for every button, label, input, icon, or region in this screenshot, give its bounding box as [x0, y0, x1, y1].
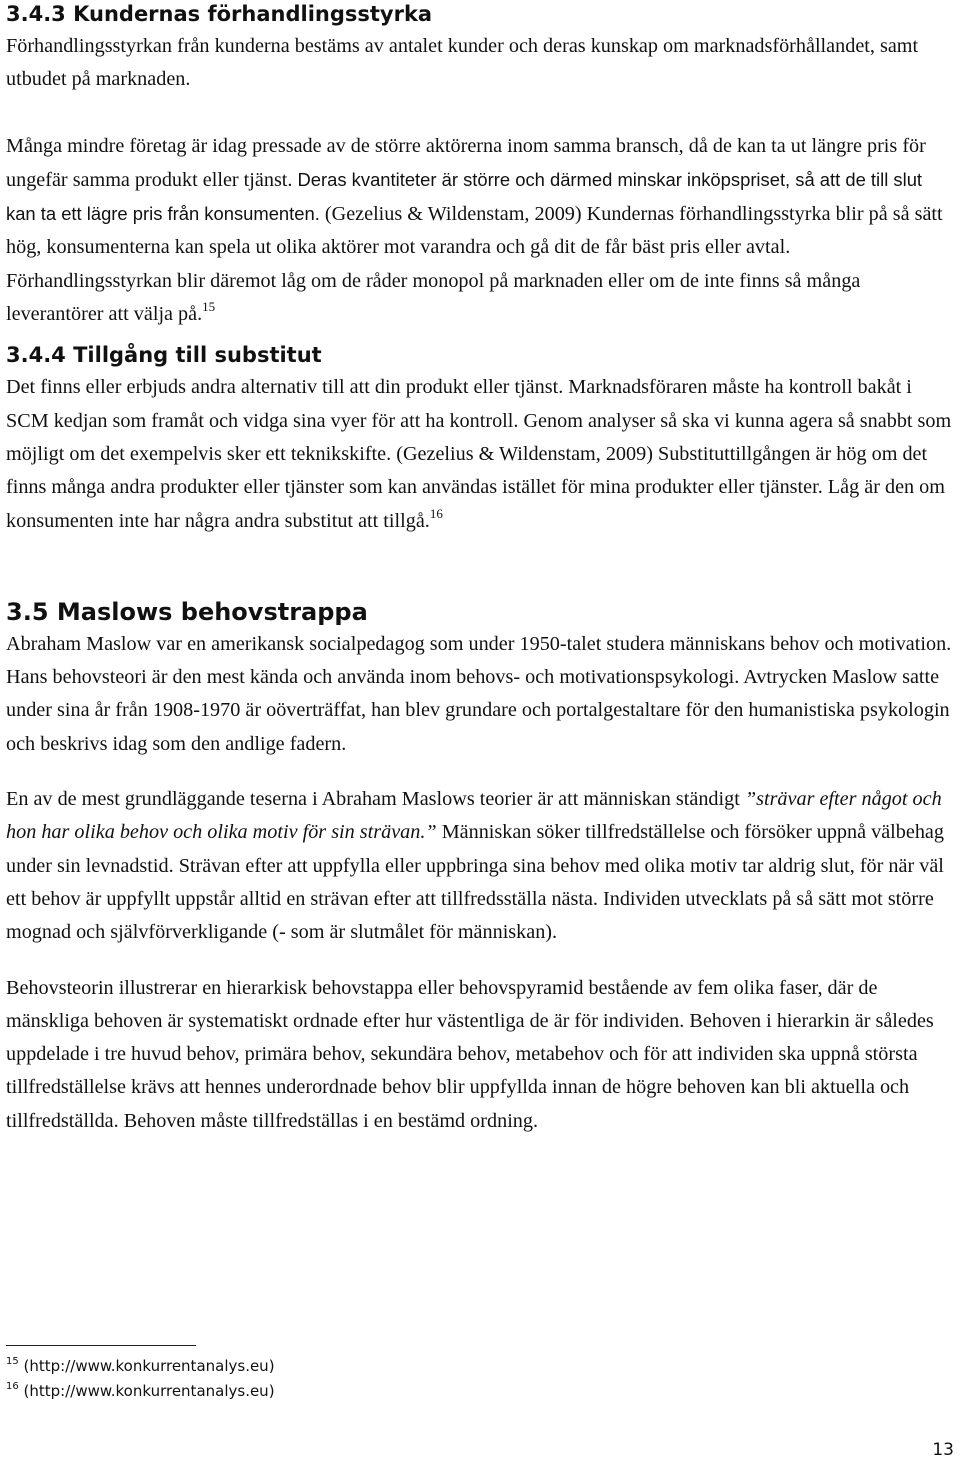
footnote-ref: 15: [202, 299, 216, 315]
text: Det finns eller erbjuds andra alternativ till att din produkt eller tjänst. Marknadsföraren måste ha kontroll bakåt i SCM kedjan som framåt och vidga sina vyer för att ha kontroll. Genom analyser så ska vi kunna agera så snabbt som möjligt om det exempelvis sker ett teknikskifte. (Gezelius & Wildenstam, 2009) Substituttillgången är hög om det finns många andra produkter eller tjänster som kan användas istället för mina produkter eller tjänster. Låg är den om konsumenten inte har några andra substitut att tillgå.: [6, 376, 952, 532]
text: Behovsteorin illustrerar en hierarkisk behovstappa eller behovspyramid bestående av fem olika faser, där de mänskliga behoven är systematiskt ordnade efter hur västentliga de är för individen. Behoven i hierarkin är således uppdelade i tre huvud behov, primära behov, sekundära behov, metabehov och för att individen ska uppnå största tillfredställelse krävs att hennes underordnade behov blir uppfyllda innan de högre behoven kan bli aktuella och tillfredställda. Behoven måste tillfredställas i en bestämd ordning.: [6, 976, 934, 1132]
paragraph: [6, 30, 954, 97]
text: Förhandlingsstyrkan blir däremot låg om de råder monopol på marknaden eller om de inte finns så många leverantörer att välja på.: [6, 269, 861, 326]
paragraph: [6, 130, 954, 332]
paragraph: [6, 783, 954, 949]
text: Människan söker tillfredställelse och försöker uppnå välbehag under sin levnadstid. Strävan efter att uppfylla eller uppbringa sina behov med olika motiv tar aldrig slut, för när väl ett behov är uppfyllt uppstår alltid en strävan efter att tillfredsställa nästa. Individen utvecklats på så sätt mot större mognad och självförverkligande (- som är slutmålet för människan).: [6, 821, 944, 944]
text: (Gezelius & Wildenstam, 2009) Kundernas förhandlingsstyrka blir på så sätt hög, konsumenterna kan spela ut olika aktörer mot varandra och gå dit de får bäst pris eller avtal.: [6, 203, 943, 259]
quote: ”strävar efter något och hon har olika behov och olika motiv för sin strävan.”: [6, 788, 942, 844]
footnote-ref: 16: [429, 505, 443, 521]
text: Abraham Maslow var en amerikansk socialpedagog som under 1950-talet studera människans behov och motivation. Hans behovsteori är den mest kända och använda inom behovs- och motivationspsykologi. Avtrycken Maslow satte under sina år från 1908-1970 är oöverträffat, han blev grundare och portalgestaltare för den humanistiska psykologin och beskrivs idag som den andlige fadern.: [6, 632, 952, 755]
footnote-link[interactable]: (http://www.konkurrentanalys.eu): [23, 1382, 275, 1400]
footnotes: [6, 1345, 406, 1404]
section-heading-3-4-3: 3.4.3 Kundernas förhandlingsstyrka: [6, 2, 433, 26]
text: En av de mest grundläggande teserna i Abraham Maslows teorier är att människan ständigt: [6, 788, 740, 811]
footnote: [6, 1379, 406, 1404]
footnote-link[interactable]: (http://www.konkurrentanalys.eu): [23, 1357, 275, 1375]
text: Många mindre företag är idag pressade av de större aktörerna inom samma bransch, då de kan ta ut längre pris för ungefär samma produkt eller tjänst.: [6, 134, 926, 191]
footnote-number: 16: [6, 1381, 19, 1392]
paragraph: [6, 371, 954, 537]
footnote-number: 15: [6, 1356, 19, 1367]
document-page: [6, 0, 954, 1138]
paragraph: [6, 972, 954, 1138]
page-number: 13: [932, 1440, 954, 1460]
paragraph: [6, 628, 954, 761]
section-heading-3-4-4: 3.4.4 Tillgång till substitut: [6, 343, 322, 368]
text: Deras kvantiteter är större och därmed minskar inköpspriset, så att de till slut kan ta ett lägre pris från konsumenten.: [6, 168, 923, 225]
section-heading-3-5: 3.5 Maslows behovstrappa: [6, 597, 368, 626]
footnote-divider: [6, 1345, 196, 1346]
footnote: [6, 1354, 406, 1379]
text: Förhandlingsstyrkan från kunderna bestäms av antalet kunder och deras kunskap om marknadsförhållandet, samt utbudet på marknaden.: [6, 35, 919, 91]
